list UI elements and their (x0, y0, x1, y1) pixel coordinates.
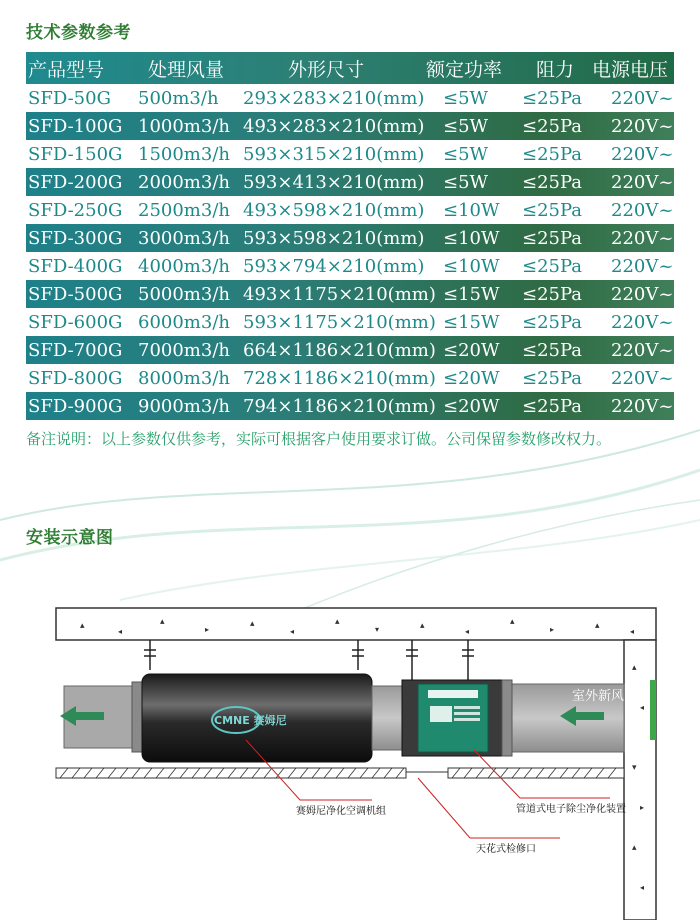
false-ceiling (56, 768, 624, 778)
table-cell: ≤20W (443, 395, 500, 417)
table-cell: ≤10W (443, 227, 500, 249)
table-cell: ≤25Pa (522, 283, 583, 305)
table-cell: ≤25Pa (522, 115, 583, 137)
table-cell: 9000m3/h (138, 395, 230, 417)
table-cell: SFD-400G (28, 255, 123, 277)
table-cell: 220V~ (611, 199, 674, 221)
table-row (26, 252, 674, 280)
table-row (26, 308, 674, 336)
table-cell: ≤25Pa (522, 311, 583, 333)
table-cell: 794×1186×210(mm) (243, 395, 436, 417)
table-cell: 3000m3/h (138, 227, 230, 249)
table-cell: 493×283×210(mm) (243, 115, 425, 137)
table-cell: 2500m3/h (138, 199, 230, 221)
table-cell: 8000m3/h (138, 367, 230, 389)
table-cell: 220V~ (611, 367, 674, 389)
table-header-row (26, 52, 674, 84)
table-row (26, 336, 674, 364)
svg-text:▴: ▴ (420, 621, 425, 631)
table-cell: 6000m3/h (138, 311, 230, 333)
table-cell: ≤25Pa (522, 199, 583, 221)
table-cell: 293×283×210(mm) (243, 87, 425, 109)
table-cell: 593×598×210(mm) (243, 227, 425, 249)
table-cell: SFD-50G (28, 87, 111, 109)
svg-text:▸: ▸ (640, 803, 645, 812)
header-cell: 阻力 (536, 58, 575, 81)
table-cell: 220V~ (611, 395, 674, 417)
table-cell: 500m3/h (138, 87, 219, 109)
ac-unit-label: 赛姆尼净化空调机组 (296, 806, 386, 817)
header-cell: 电源电压 (592, 58, 669, 81)
table-cell: ≤15W (443, 311, 500, 333)
table-cell: SFD-300G (28, 227, 123, 249)
table-row (26, 224, 674, 252)
table-cell: SFD-800G (28, 367, 123, 389)
table-cell: 5000m3/h (138, 283, 230, 305)
brand-logo: CMNE 赛姆尼 (214, 714, 287, 727)
table-cell: 220V~ (611, 171, 674, 193)
header-cell: 处理风量 (148, 58, 225, 81)
fresh-air-label: 室外新风 (572, 689, 625, 704)
table-cell: SFD-500G (28, 283, 123, 305)
table-cell: ≤20W (443, 339, 500, 361)
duct-purifier (402, 680, 502, 756)
table-row (26, 280, 674, 308)
table-cell: 1500m3/h (138, 143, 230, 165)
svg-text:◂: ◂ (290, 627, 295, 636)
table-cell: 220V~ (611, 339, 674, 361)
table-cell: ≤5W (443, 87, 489, 109)
table-cell: 220V~ (611, 115, 674, 137)
table-cell: ≤25Pa (522, 87, 583, 109)
table-cell: 220V~ (611, 227, 674, 249)
table-row (26, 140, 674, 168)
footnote: 备注说明：以上参数仅供参考，实际可根据客户使用要求订做。公司保留参数修改权力。 (26, 430, 612, 448)
table-cell: 4000m3/h (138, 255, 230, 277)
header-cell: 产品型号 (28, 58, 105, 81)
svg-text:▴: ▴ (80, 621, 85, 631)
table-row (26, 392, 674, 420)
svg-text:▾: ▾ (632, 763, 637, 773)
svg-text:▸: ▸ (205, 625, 210, 634)
header-cell: 外形尺寸 (288, 58, 365, 81)
spec-section-title: 技术参数参考 (26, 23, 131, 43)
table-cell: ≤25Pa (522, 227, 583, 249)
table-cell: 220V~ (611, 283, 674, 305)
svg-text:◂: ◂ (465, 627, 470, 636)
ceiling-slab (56, 608, 656, 640)
table-cell: 593×794×210(mm) (243, 255, 425, 277)
table-cell: ≤15W (443, 283, 500, 305)
connector-duct (372, 686, 402, 750)
table-cell: ≤25Pa (522, 171, 583, 193)
table-cell: 2000m3/h (138, 171, 230, 193)
table-cell: 664×1186×210(mm) (243, 339, 436, 361)
table-cell: 728×1186×210(mm) (243, 367, 436, 389)
purifier-label: 管道式电子除尘净化装置 (516, 804, 626, 815)
table-cell: ≤25Pa (522, 255, 583, 277)
table-cell: ≤25Pa (522, 367, 583, 389)
table-cell: 1000m3/h (138, 115, 230, 137)
table-cell: 220V~ (611, 255, 674, 277)
table-row (26, 196, 674, 224)
table-row (26, 168, 674, 196)
table-cell: SFD-900G (28, 395, 123, 417)
header-cell: 额定功率 (426, 58, 503, 81)
table-row (26, 84, 674, 112)
table-cell: 593×1175×210(mm) (243, 311, 436, 333)
install-section-title: 安装示意图 (26, 528, 114, 548)
svg-text:▴: ▴ (160, 617, 165, 627)
table-cell: ≤20W (443, 367, 500, 389)
table-cell: ≤5W (443, 143, 489, 165)
table-cell: 493×1175×210(mm) (243, 283, 436, 305)
ac-unit (142, 674, 372, 762)
svg-text:▾: ▾ (375, 625, 380, 634)
svg-text:▴: ▴ (632, 663, 637, 673)
exterior-wall (624, 640, 656, 920)
svg-text:▴: ▴ (632, 843, 637, 853)
table-cell: ≤25Pa (522, 143, 583, 165)
spec-table (26, 52, 674, 420)
table-cell: SFD-200G (28, 171, 123, 193)
svg-text:▴: ▴ (250, 619, 255, 629)
installation-diagram (0, 590, 700, 920)
svg-text:◂: ◂ (118, 627, 123, 636)
table-cell: 593×413×210(mm) (243, 171, 425, 193)
svg-text:▴: ▴ (510, 617, 515, 627)
table-cell: 220V~ (611, 87, 674, 109)
svg-text:▴: ▴ (335, 617, 340, 627)
table-row (26, 112, 674, 140)
table-cell: ≤10W (443, 199, 500, 221)
table-cell: SFD-150G (28, 143, 123, 165)
table-cell: 7000m3/h (138, 339, 230, 361)
table-cell: SFD-600G (28, 311, 123, 333)
table-cell: ≤10W (443, 255, 500, 277)
table-cell: ≤25Pa (522, 395, 583, 417)
table-cell: 220V~ (611, 311, 674, 333)
svg-text:▴: ▴ (595, 621, 600, 631)
table-cell: 220V~ (611, 143, 674, 165)
table-cell: 493×598×210(mm) (243, 199, 425, 221)
svg-text:◂: ◂ (630, 627, 635, 636)
table-cell: SFD-250G (28, 199, 123, 221)
svg-text:◂: ◂ (640, 703, 645, 712)
table-cell: ≤25Pa (522, 339, 583, 361)
svg-text:▸: ▸ (550, 625, 555, 634)
table-cell: SFD-700G (28, 339, 123, 361)
access-panel-label: 天花式检修口 (476, 844, 536, 855)
table-cell: ≤5W (443, 171, 489, 193)
table-cell: 593×315×210(mm) (243, 143, 425, 165)
table-cell: ≤5W (443, 115, 489, 137)
table-cell: SFD-100G (28, 115, 123, 137)
svg-text:◂: ◂ (640, 883, 645, 892)
table-row (26, 364, 674, 392)
